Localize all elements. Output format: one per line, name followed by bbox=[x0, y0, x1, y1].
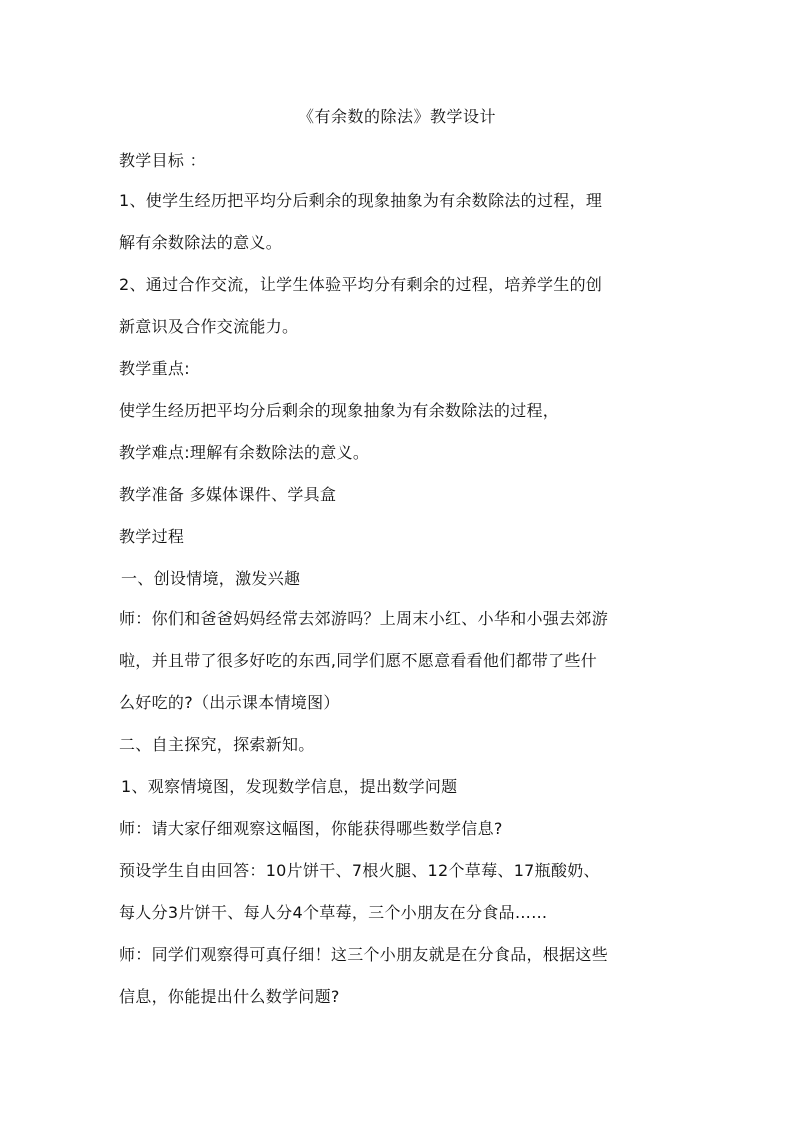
paragraph-line: 预设学生自由回答：10片饼干、7根火腿、12个草莓、17瓶酸奶、 bbox=[119, 861, 600, 880]
paragraph-line: 么好吃的?（出示课本情境图） bbox=[119, 693, 340, 712]
section-heading-objectives: 教学目标 ： bbox=[119, 151, 206, 170]
section-heading-preparation: 教学准备 多媒体课件、学具盒 bbox=[119, 485, 337, 504]
section-heading-process: 教学过程 bbox=[119, 527, 185, 546]
subsection-step-1: 1、观察情境图，发现数学信息，提出数学问题 bbox=[121, 777, 458, 796]
paragraph-line: 2、通过合作交流，让学生体验平均分有剩余的过程，培养学生的创 bbox=[119, 275, 603, 294]
paragraph-line: 解有余数除法的意义。 bbox=[119, 233, 283, 252]
paragraph-line: 师：请大家仔细观察这幅图，你能获得哪些数学信息? bbox=[119, 819, 503, 838]
subsection-heading-1: 一、创设情境，激发兴趣 bbox=[121, 569, 301, 588]
section-heading-key-points: 教学重点: bbox=[119, 359, 190, 378]
paragraph-line: 师：同学们观察得可真仔细！这三个小朋友就是在分食品，根据这些 bbox=[119, 945, 609, 964]
document-title: 《有余数的除法》教学设计 bbox=[297, 107, 496, 126]
paragraph-line: 使学生经历把平均分后剩余的现象抽象为有余数除法的过程， bbox=[119, 401, 560, 420]
paragraph-line: 啦，并且带了很多好吃的东西,同学们愿不愿意看看他们都带了些什 bbox=[119, 651, 598, 670]
paragraph-line: 新意识及合作交流能力。 bbox=[119, 317, 299, 336]
subsection-heading-2: 二、自主探究，探索新知。 bbox=[119, 735, 315, 754]
paragraph-line: 信息，你能提出什么数学问题? bbox=[119, 987, 340, 1006]
section-heading-difficulties: 教学难点:理解有余数除法的意义。 bbox=[119, 443, 370, 462]
paragraph-line: 师：你们和爸爸妈妈经常去郊游吗？上周末小红、小华和小强去郊游 bbox=[119, 609, 609, 628]
paragraph-line: 每人分3片饼干、每人分4个草莓，三个小朋友在分食品…… bbox=[119, 903, 548, 922]
paragraph-line: 1、使学生经历把平均分后剩余的现象抽象为有余数除法的过程，理 bbox=[119, 191, 603, 210]
